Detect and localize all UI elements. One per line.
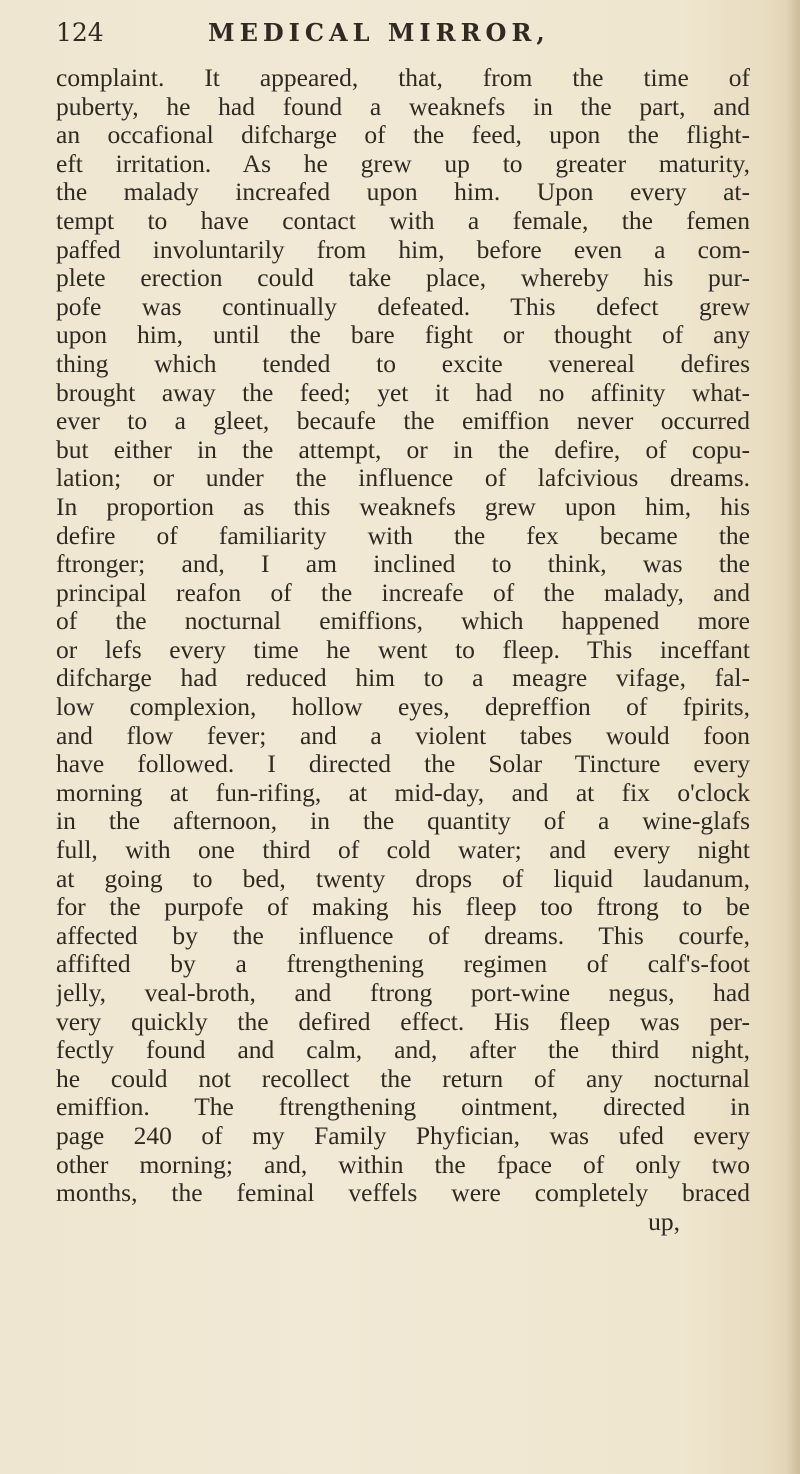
text-line: puberty, he had found a weaknefs in the part, and — [56, 92, 750, 121]
text-line: an occafional difcharge of the feed, upon the flight- — [56, 121, 750, 150]
text-line: the malady increafed upon him. Upon every at- — [56, 178, 750, 207]
text-line: pofe was continually defeated. This defect grew — [56, 292, 750, 321]
text-line: tempt to have contact with a female, the femen — [56, 206, 750, 235]
text-line: affifted by a ftrengthening regimen of calf's-foot — [56, 950, 750, 979]
text-line: eft irritation. As he grew up to greater maturity, — [56, 149, 750, 178]
text-line: full, with one third of cold water; and every night — [56, 836, 750, 865]
text-line: of the nocturnal emiffions, which happened more — [56, 607, 750, 636]
text-line: difcharge had reduced him to a meagre vifage, fal- — [56, 664, 750, 693]
text-line: morning at fun-rifing, at mid-day, and at fix o'clock — [56, 778, 750, 807]
text-line: fectly found and calm, and, after the third night, — [56, 1036, 750, 1065]
text-line: complaint. It appeared, that, from the time of — [56, 64, 750, 92]
text-line: very quickly the defired effect. His fleep was per- — [56, 1007, 750, 1036]
text-line: he could not recollect the return of any nocturnal — [56, 1064, 750, 1093]
text-line: have followed. I directed the Solar Tincture every — [56, 750, 750, 779]
text-line: ftronger; and, I am inclined to think, was the — [56, 550, 750, 579]
text-line: jelly, veal-broth, and ftrong port-wine negus, had — [56, 979, 750, 1007]
running-head: MEDICAL MIRROR, — [208, 18, 550, 47]
text-line: other morning; and, within the fpace of only two — [56, 1150, 750, 1179]
body-text — [56, 64, 750, 1236]
text-line: defire of familiarity with the fex became the — [56, 521, 750, 550]
text-line: lation; or under the influence of lafcivious dreams. — [56, 464, 750, 493]
page-number: 124 — [56, 18, 104, 47]
text-line: page 240 of my Family Phyfician, was ufed every — [56, 1121, 750, 1150]
text-line: affected by the influence of dreams. This courfe, — [56, 921, 750, 950]
text-line: principal reafon of the increafe of the malady, and — [56, 578, 750, 607]
text-line: low complexion, hollow eyes, depreffion of fpirits, — [56, 693, 750, 722]
text-line: emiffion. The ftrengthening ointment, directed in — [56, 1093, 750, 1122]
page-header — [56, 16, 756, 50]
text-line: at going to bed, twenty drops of liquid laudanum, — [56, 864, 750, 893]
text-line: paffed involuntarily from him, before even a com- — [56, 235, 750, 264]
text-line: In proportion as this weaknefs grew upon him, his — [56, 492, 750, 521]
catchword: up, — [648, 1207, 680, 1236]
text-line: and flow fever; and a violent tabes would foon — [56, 721, 750, 750]
text-line: plete erection could take place, whereby his pur- — [56, 264, 750, 293]
text-line: or lefs every time he went to fleep. This inceffant — [56, 635, 750, 664]
text-line: brought away the feed; yet it had no affinity what- — [56, 378, 750, 407]
text-line: upon him, until the bare fight or thought of any — [56, 321, 750, 350]
text-line: in the afternoon, in the quantity of a wine-glafs — [56, 807, 750, 836]
text-line: for the purpofe of making his fleep too ftrong to be — [56, 893, 750, 922]
text-line: but either in the attempt, or in the defire, of copu- — [56, 435, 750, 464]
text-line: months, the feminal veffels were completely braced — [56, 1179, 750, 1208]
text-line: thing which tended to excite venereal defires — [56, 349, 750, 378]
page-edge-shadow — [786, 0, 800, 1474]
text-line: ever to a gleet, becaufe the emiffion never occurred — [56, 407, 750, 436]
